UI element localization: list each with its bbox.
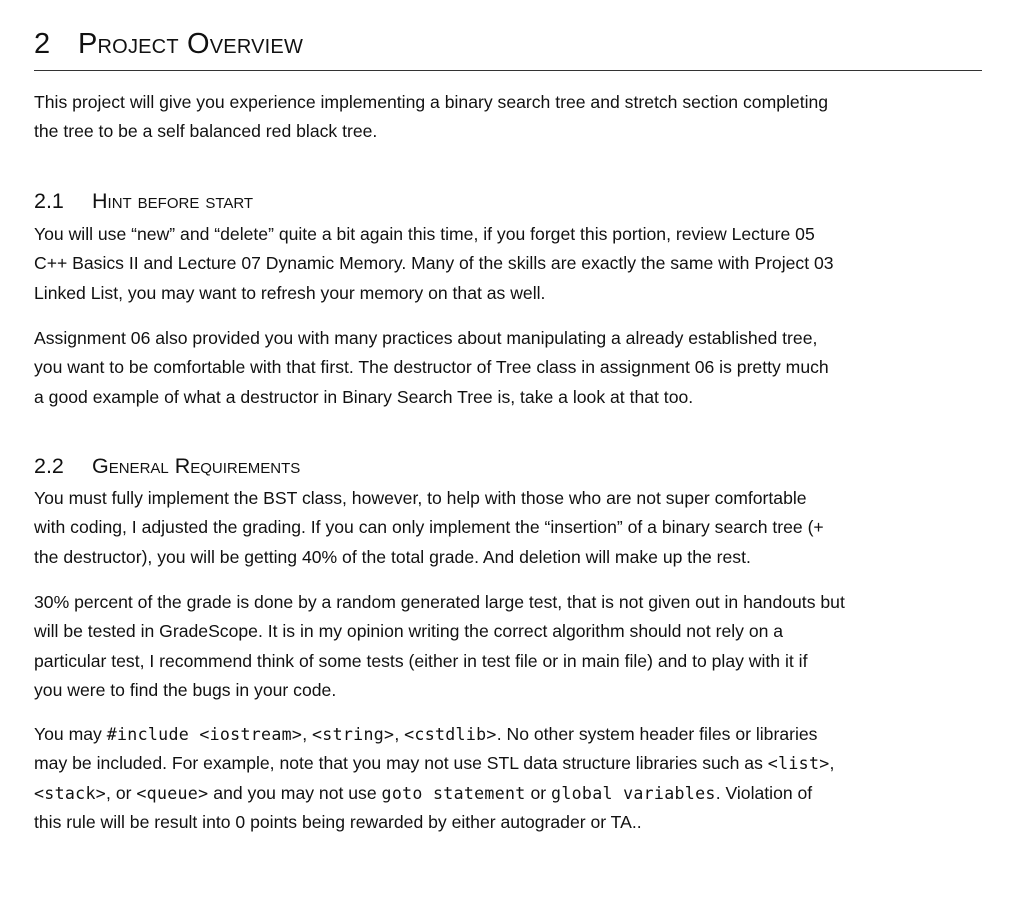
text-run: . Violation of [715, 782, 813, 803]
paragraph-line: C++ Basics II and Lecture 07 Dynamic Memory. Many of the skills are exactly the same with Project 03 [34, 253, 834, 274]
requirements-paragraph-1 [34, 484, 984, 572]
paragraph-line [34, 779, 984, 808]
text-run: may be included. For example, note that you may not use STL data structure libraries such as [34, 753, 768, 774]
section-title: Project Overview [78, 28, 304, 60]
paragraph-line: will be tested in GradeScope. It is in my opinion writing the correct algorithm should not rely on a [34, 621, 784, 642]
paragraph-line [34, 749, 984, 778]
paragraph-line: you were to find the bugs in your code. [34, 679, 337, 700]
paragraph-line: this rule will be result into 0 points being rewarded by either autograder or TA.. [34, 811, 642, 832]
code-cstdlib: <cstdlib> [404, 725, 497, 744]
requirements-paragraph-3 [34, 720, 984, 837]
requirements-paragraph-2 [34, 588, 984, 705]
code-list: <list> [767, 754, 830, 774]
text-run: or [525, 782, 552, 803]
code-queue: <queue> [136, 783, 209, 803]
subsection-heading-requirements [34, 452, 300, 480]
text-run: , [302, 724, 312, 744]
text-run: and you may not use [208, 782, 382, 803]
paragraph-line: the tree to be a self balanced red black tree. [34, 121, 378, 142]
subsection-number: 2.1 [34, 189, 64, 213]
subsection-number: 2.2 [34, 454, 64, 478]
code-stack: <stack> [34, 783, 107, 803]
code-string: <string> [312, 725, 395, 744]
paragraph-line: Assignment 06 also provided you with many practices about manipulating a already established tree, [34, 328, 818, 348]
paragraph-line [34, 720, 984, 749]
paragraph-line: You must fully implement the BST class, however, to help with those who are not super comfortable [34, 488, 807, 508]
text-run: , [394, 724, 405, 744]
text-run: , [829, 753, 835, 774]
text-run: , or [106, 782, 137, 803]
heading-rule [34, 70, 982, 71]
code-global-variables: global variables [551, 783, 716, 803]
paragraph-line: You will use “new” and “delete” quite a bit again this time, if you forget this portion, review Lecture 05 [34, 224, 815, 244]
text-run: You may [34, 724, 107, 744]
code-include-iostream: #include <iostream> [106, 725, 303, 744]
code-goto-statement: goto statement [381, 783, 526, 803]
paragraph-line: 30% percent of the grade is done by a random generated large test, that is not given out in handouts but [34, 592, 845, 612]
section-number: 2 [34, 28, 51, 60]
subsection-heading-hint [34, 187, 253, 215]
intro-paragraph [34, 88, 984, 147]
paragraph-line: Linked List, you may want to refresh your memory on that as well. [34, 282, 546, 303]
subsection-title: General Requirements [92, 454, 301, 478]
paragraph-line: you want to be comfortable with that first. The destructor of Tree class in assignment 06 is pretty much [34, 357, 829, 378]
text-run: . No other system header files or libraries [496, 724, 818, 744]
hint-paragraph-2 [34, 324, 984, 412]
paragraph-line: with coding, I adjusted the grading. If you can only implement the “insertion” of a binary search tree (+ [34, 517, 824, 538]
subsection-title: Hint before start [92, 189, 254, 213]
hint-paragraph-1 [34, 220, 984, 308]
paragraph-line: a good example of what a destructor in Binary Search Tree is, take a look at that too. [34, 386, 694, 407]
paragraph-line: This project will give you experience implementing a binary search tree and stretch section completing [34, 92, 829, 112]
section-heading [34, 24, 982, 64]
paragraph-line: the destructor), you will be getting 40% of the total grade. And deletion will make up the rest. [34, 546, 751, 567]
paragraph-line: particular test, I recommend think of some tests (either in test file or in main file) and to play with it if [34, 650, 808, 671]
